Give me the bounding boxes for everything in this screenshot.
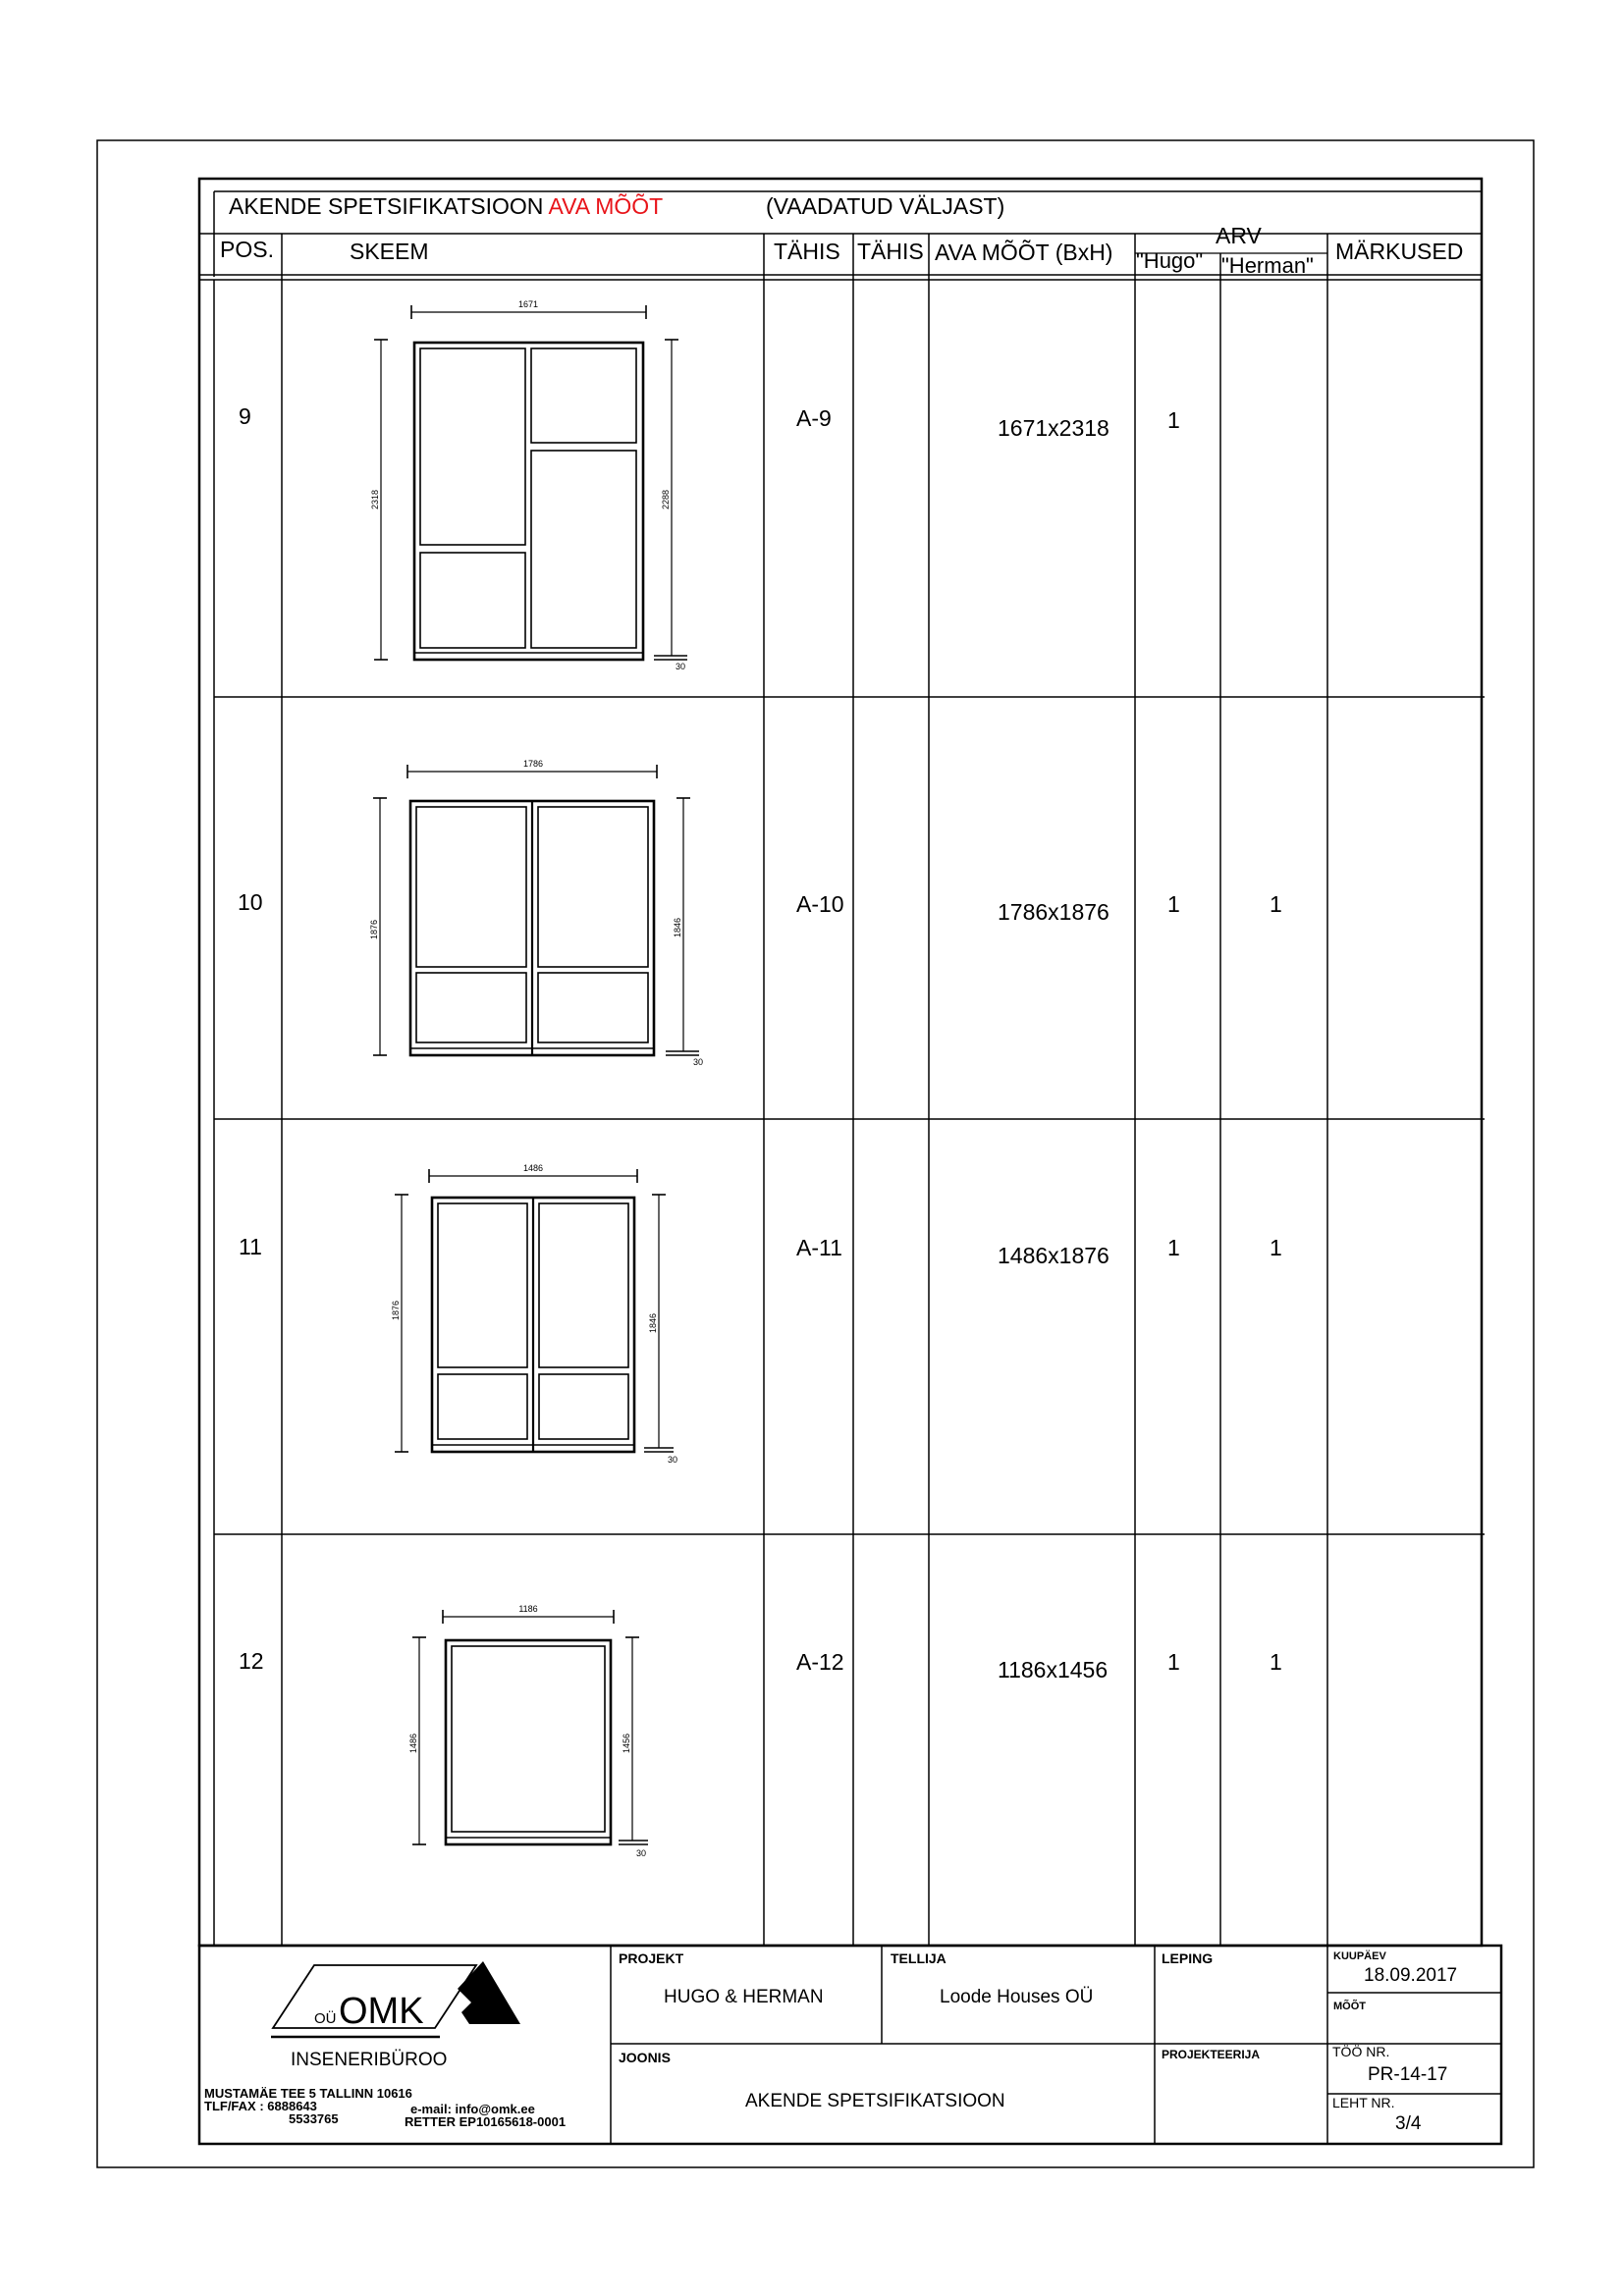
- row-tahis: A-12: [796, 1649, 844, 1675]
- table-row: [238, 759, 1282, 1067]
- row-qty-hugo: 1: [1167, 1235, 1180, 1260]
- projekteerija-label: PROJEKTEERIJA: [1162, 2048, 1261, 2061]
- address-line-3: 5533765: [289, 2111, 339, 2126]
- dim-height: 1486: [408, 1733, 418, 1754]
- projekt-label: PROJEKT: [619, 1950, 684, 1966]
- dim-inner-height: 1456: [622, 1733, 631, 1754]
- address-line-1: MUSTAMÄE TEE 5 TALLINN 10616: [204, 2086, 412, 2101]
- too-nr-value: PR-14-17: [1368, 2064, 1448, 2085]
- outer-border: [97, 140, 1534, 2167]
- dim-height: 2318: [370, 489, 380, 510]
- row-pos: 11: [239, 1234, 262, 1259]
- table-row: [239, 1604, 1282, 1858]
- dim-sill: 30: [668, 1455, 678, 1465]
- dim-width: 1486: [522, 1163, 544, 1173]
- title-note: (VAADATUD VÄLJAST): [766, 193, 1005, 219]
- row-size: 1671x2318: [998, 415, 1109, 441]
- leht-nr-label: LEHT NR.: [1332, 2095, 1395, 2110]
- table-row: [239, 299, 1180, 671]
- tellija-value: Loode Houses OÜ: [940, 1987, 1094, 2007]
- row-size: 1186x1456: [998, 1657, 1109, 1682]
- title-highlight: AVA MÕÕT: [548, 193, 664, 219]
- row-tahis: A-10: [796, 891, 844, 917]
- dim-width: 1786: [522, 759, 544, 769]
- row-qty-hugo: 1: [1167, 407, 1180, 433]
- header-markused: MÄRKUSED: [1335, 239, 1464, 264]
- header-hugo: "Hugo": [1136, 248, 1204, 273]
- dim-width: 1186: [518, 1604, 538, 1614]
- kuupaev-label: KUUPÄEV: [1333, 1950, 1386, 1962]
- window-diagram: [395, 1169, 674, 1452]
- dim-inner-height: 1846: [673, 917, 682, 938]
- joonis-label: JOONIS: [619, 2050, 671, 2065]
- row-pos: 12: [239, 1648, 264, 1674]
- row-size: 1486x1876: [998, 1243, 1109, 1268]
- kuupaev-value: 18.09.2017: [1364, 1965, 1458, 1986]
- window-diagram: [374, 305, 687, 660]
- projekt-value: HUGO & HERMAN: [664, 1987, 824, 2007]
- dim-inner-height: 2288: [661, 489, 671, 510]
- dim-height: 1876: [369, 919, 379, 940]
- logo-prefix: OÜ: [314, 2010, 337, 2027]
- header-herman: "Herman": [1221, 253, 1314, 278]
- dim-sill: 30: [636, 1848, 647, 1858]
- leping-label: LEPING: [1162, 1950, 1214, 1966]
- dim-height: 1876: [391, 1300, 401, 1321]
- row-tahis: A-11: [796, 1235, 842, 1260]
- tellija-label: TELLIJA: [891, 1950, 947, 1966]
- dim-inner-height: 1846: [648, 1312, 658, 1334]
- row-tahis: A-9: [796, 405, 832, 431]
- dim-width: 1671: [517, 299, 539, 309]
- company-retter: RETTER EP10165618-0001: [405, 2114, 567, 2129]
- window-diagram: [412, 1610, 648, 1844]
- header-arv: ARV: [1216, 223, 1262, 248]
- row-qty-hugo: 1: [1167, 1649, 1180, 1675]
- header-pos: POS.: [220, 237, 274, 262]
- row-qty-herman: 1: [1270, 1235, 1282, 1260]
- table-grid: [199, 179, 1485, 1946]
- company-email: e-mail: info@omk.ee: [410, 2102, 535, 2116]
- row-qty-herman: 1: [1270, 891, 1282, 917]
- header-tahis-1: TÄHIS: [774, 239, 840, 264]
- joonis-value: AKENDE SPETSIFIKATSIOON: [745, 2091, 1005, 2111]
- dim-sill: 30: [676, 662, 686, 671]
- logo-subtitle: INSENERIBÜROO: [291, 2050, 448, 2070]
- row-pos: 10: [238, 889, 263, 915]
- logo-name: OMK: [339, 1991, 424, 2032]
- leht-nr-value: 3/4: [1395, 2113, 1422, 2134]
- moot-label: MÕÕT: [1333, 2001, 1366, 2012]
- dim-sill: 30: [693, 1057, 704, 1067]
- header-tahis-2: TÄHIS: [857, 239, 924, 264]
- too-nr-label: TÖÖ NR.: [1332, 2044, 1390, 2059]
- title-main: AKENDE SPETSIFIKATSIOON AVA MÕÕT: [229, 193, 664, 219]
- address-line-2: TLF/FAX : 6888643: [204, 2099, 317, 2113]
- title-block-grid: [199, 1946, 1501, 2144]
- row-size: 1786x1876: [998, 899, 1109, 925]
- row-qty-herman: 1: [1270, 1649, 1282, 1675]
- row-pos: 9: [239, 403, 251, 429]
- table-row: [239, 1163, 1282, 1465]
- header-ava-moot: AVA MÕÕT (BxH): [935, 240, 1113, 265]
- header-skeem: SKEEM: [350, 239, 429, 264]
- window-diagram: [373, 765, 699, 1055]
- company-logo: [271, 1961, 520, 2070]
- row-qty-hugo: 1: [1167, 891, 1180, 917]
